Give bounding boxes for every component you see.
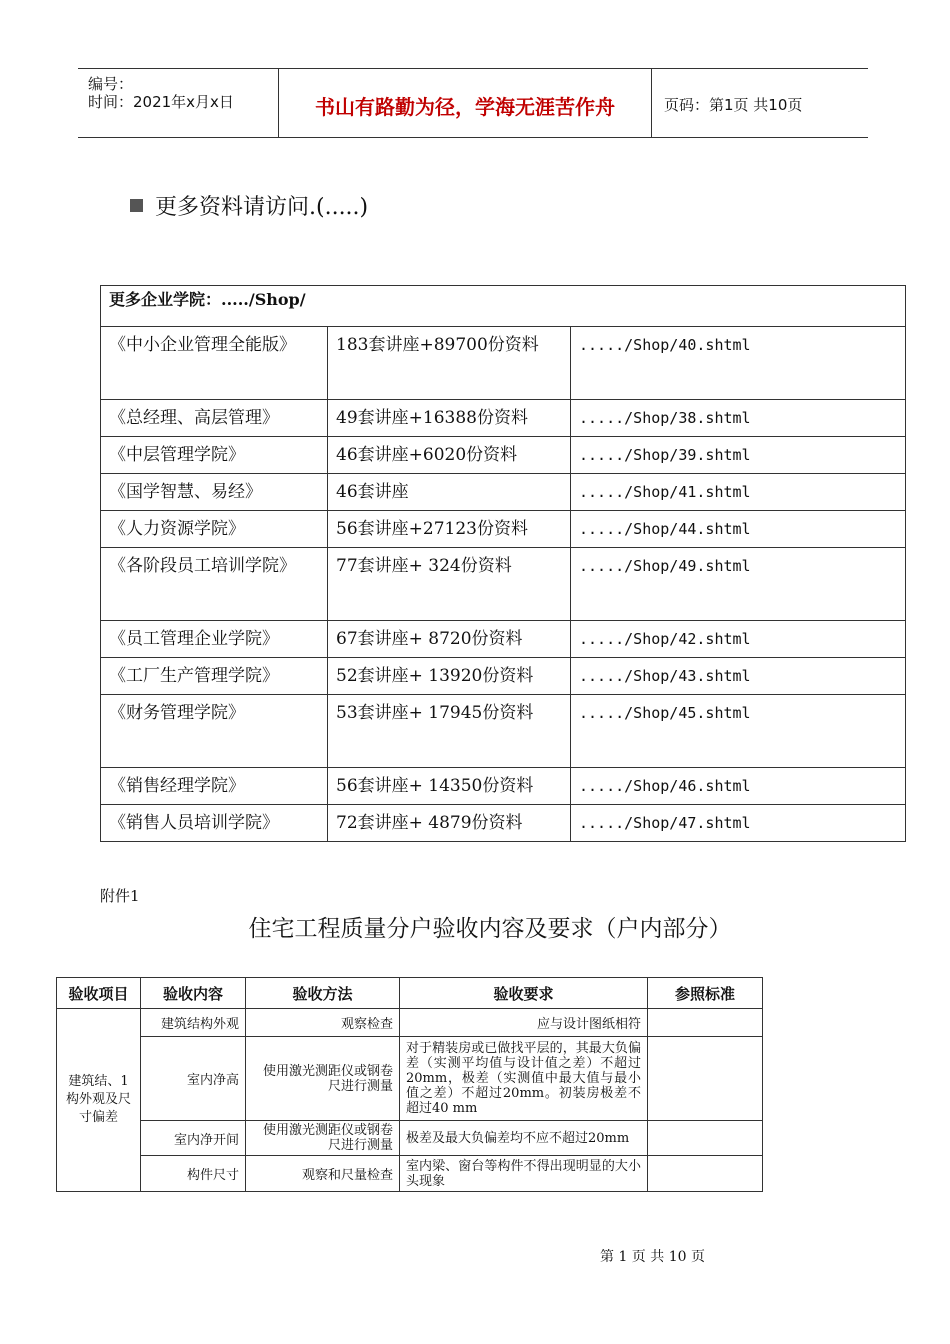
acceptance-table: [56, 977, 763, 1192]
course-desc: 52套讲座+ 13920份资料: [328, 658, 571, 695]
course-table: [100, 285, 906, 842]
page-info: 页码：第1页 共10页: [664, 96, 803, 114]
table-row: [101, 768, 906, 805]
course-name: 《总经理、高层管理》: [101, 400, 328, 437]
acceptance-method: 使用激光测距仪或钢卷尺进行测量: [246, 1037, 400, 1121]
course-url[interactable]: ...../Shop/40.shtml: [571, 327, 906, 400]
course-url[interactable]: ...../Shop/41.shtml: [571, 474, 906, 511]
header-page-cell: [652, 69, 868, 137]
acceptance-method: 观察和尺量检查: [246, 1156, 400, 1192]
acceptance-standard: [648, 1009, 763, 1037]
table-row: [101, 327, 906, 400]
acceptance-content: 建筑结构外观: [141, 1009, 246, 1037]
acceptance-standard: [648, 1037, 763, 1121]
table-row: [57, 1009, 763, 1037]
table-row: [57, 1121, 763, 1156]
course-table-header: 更多企业学院：...../Shop/: [101, 286, 906, 327]
motto: 书山有路勤为径，学海无涯苦作舟: [315, 95, 615, 119]
page-header: [78, 68, 868, 138]
acceptance-method: 使用激光测距仪或钢卷尺进行测量: [246, 1121, 400, 1156]
course-name: 《工厂生产管理学院》: [101, 658, 328, 695]
table-row: [101, 548, 906, 621]
table-row: [101, 400, 906, 437]
table-row: [57, 1037, 763, 1121]
header-meta-cell: [78, 69, 279, 137]
course-url[interactable]: ...../Shop/43.shtml: [571, 658, 906, 695]
course-desc: 46套讲座: [328, 474, 571, 511]
acceptance-requirement: 室内梁、窗台等构件不得出现明显的大小头现象: [400, 1156, 648, 1192]
course-url[interactable]: ...../Shop/44.shtml: [571, 511, 906, 548]
attachment-label: 附件1: [100, 887, 140, 905]
acceptance-content: 室内净高: [141, 1037, 246, 1121]
number-label: 编号：: [88, 75, 134, 93]
more-resources-link[interactable]: 更多资料请访问.(.....): [155, 195, 369, 220]
col-header: 验收要求: [400, 978, 648, 1009]
course-url[interactable]: ...../Shop/45.shtml: [571, 695, 906, 768]
course-desc: 49套讲座+16388份资料: [328, 400, 571, 437]
document-title: 住宅工程质量分户验收内容及要求（户内部分）: [248, 916, 732, 942]
course-desc: 77套讲座+ 324份资料: [328, 548, 571, 621]
acceptance-standard: [648, 1156, 763, 1192]
course-desc: 183套讲座+89700份资料: [328, 327, 571, 400]
acceptance-content: 室内净开间: [141, 1121, 246, 1156]
table-row: [101, 437, 906, 474]
table-row: [101, 474, 906, 511]
course-desc: 46套讲座+6020份资料: [328, 437, 571, 474]
course-name: 《财务管理学院》: [101, 695, 328, 768]
table-row: [57, 1156, 763, 1192]
more-resources-line: [130, 190, 368, 221]
square-bullet-icon: [130, 199, 143, 212]
acceptance-header-row: [57, 978, 763, 1009]
course-desc: 56套讲座+27123份资料: [328, 511, 571, 548]
course-name: 《国学智慧、易经》: [101, 474, 328, 511]
col-header: 验收内容: [141, 978, 246, 1009]
page-footer: 第 1 页 共 10 页: [600, 1249, 705, 1265]
acceptance-standard: [648, 1121, 763, 1156]
col-header: 验收项目: [57, 978, 141, 1009]
course-url[interactable]: ...../Shop/47.shtml: [571, 805, 906, 842]
course-name: 《销售经理学院》: [101, 768, 328, 805]
table-row: [101, 805, 906, 842]
acceptance-method: 观察检查: [246, 1009, 400, 1037]
course-desc: 56套讲座+ 14350份资料: [328, 768, 571, 805]
acceptance-requirement: 应与设计图纸相符: [400, 1009, 648, 1037]
course-name: 《员工管理企业学院》: [101, 621, 328, 658]
acceptance-requirement: 对于精装房或已做找平层的，其最大负偏差（实测平均值与设计值之差）不超过20mm，极差（实测值中最大值与最小值之差）不超过20mm。初装房极差不超过40 mm: [400, 1037, 648, 1121]
table-row: [101, 695, 906, 768]
acceptance-content: 构件尺寸: [141, 1156, 246, 1192]
table-row: [101, 621, 906, 658]
acceptance-requirement: 极差及最大负偏差均不应不超过20mm: [400, 1121, 648, 1156]
course-url[interactable]: ...../Shop/46.shtml: [571, 768, 906, 805]
course-url[interactable]: ...../Shop/42.shtml: [571, 621, 906, 658]
course-name: 《各阶段员工培训学院》: [101, 548, 328, 621]
course-desc: 72套讲座+ 4879份资料: [328, 805, 571, 842]
course-name: 《中小企业管理全能版》: [101, 327, 328, 400]
course-url[interactable]: ...../Shop/49.shtml: [571, 548, 906, 621]
col-header: 参照标准: [648, 978, 763, 1009]
course-name: 《中层管理学院》: [101, 437, 328, 474]
col-header: 验收方法: [246, 978, 400, 1009]
course-name: 《销售人员培训学院》: [101, 805, 328, 842]
course-desc: 67套讲座+ 8720份资料: [328, 621, 571, 658]
date-label: 时间：2021年x月x日: [88, 93, 234, 111]
course-url[interactable]: ...../Shop/39.shtml: [571, 437, 906, 474]
course-url[interactable]: ...../Shop/38.shtml: [571, 400, 906, 437]
course-table-header-row: [101, 286, 906, 327]
course-name: 《人力资源学院》: [101, 511, 328, 548]
course-desc: 53套讲座+ 17945份资料: [328, 695, 571, 768]
table-row: [101, 511, 906, 548]
header-motto-cell: [279, 69, 652, 137]
table-row: [101, 658, 906, 695]
acceptance-group: 建筑结、1构外观及尺寸偏差: [57, 1009, 141, 1192]
